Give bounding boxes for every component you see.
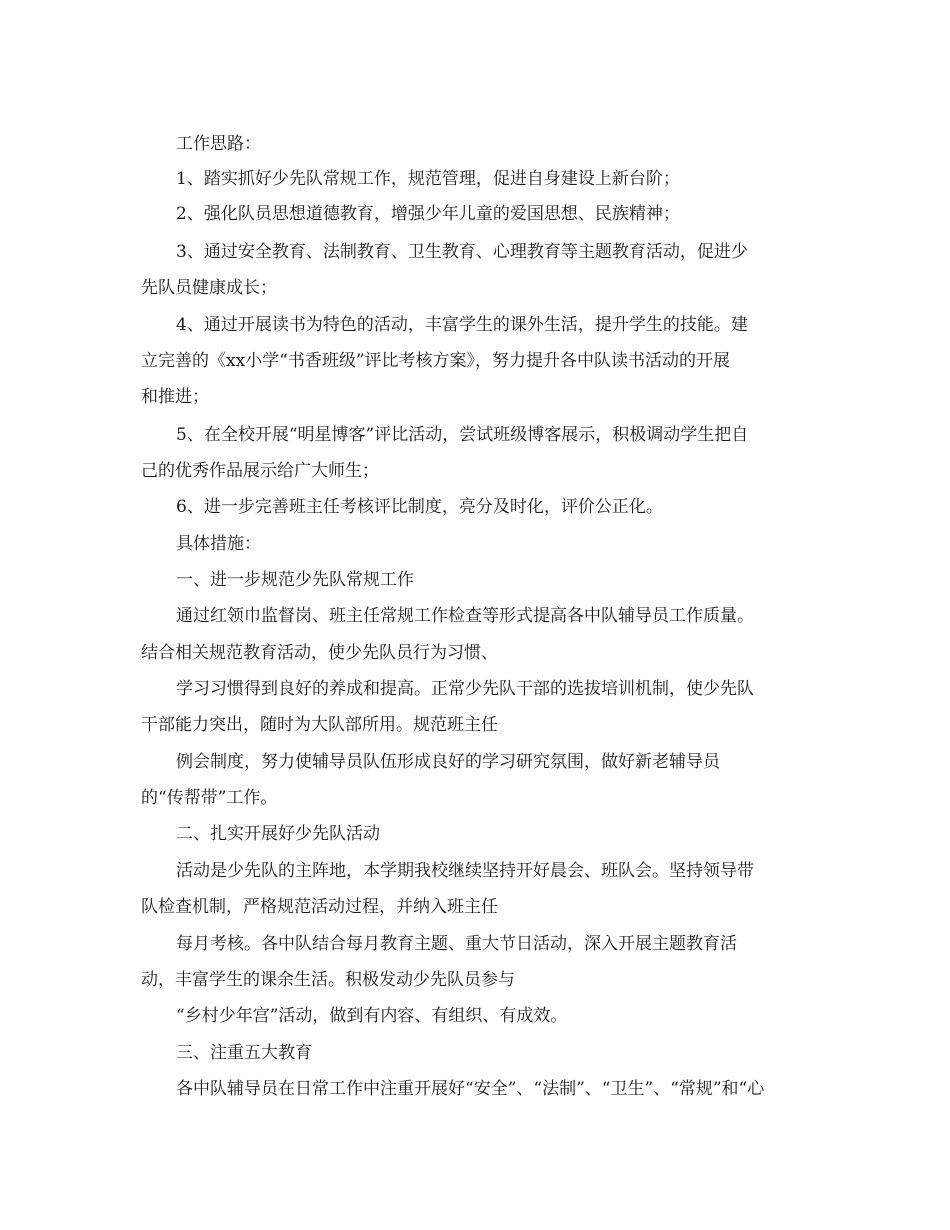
paragraph-line: 先队员健康成长； [141,278,277,298]
paragraph-line: 学习习惯得到良好的养成和提高。正常少先队干部的选拔培训机制，使少先队 [176,679,754,699]
paragraph-line: 4、通过开展读书为特色的活动，丰富学生的课外生活，提升学生的技能。建 [176,315,748,335]
paragraph-line: 各中队辅导员在日常工作中注重开展好“安全”、“法制”、“卫生”、“常规”和“心 [176,1079,765,1099]
paragraph-line: 2、强化队员思想道德教育，增强少年儿童的爱国思想、民族精神； [176,204,680,224]
paragraph-line: 例会制度，努力使辅导员队伍形成良好的学习研究氛围，做好新老辅导员 [176,752,720,772]
paragraph-line: 干部能力突出，随时为大队部所用。规范班主任 [141,715,498,735]
section-heading-1: 一、进一步规范少先队常规工作 [176,570,414,590]
paragraph-line: 5、在全校开展“明星博客”评比活动，尝试班级博客展示，积极调动学生把自 [176,425,749,445]
paragraph-line: 3、通过安全教育、法制教育、卫生教育、心理教育等主题教育活动，促进少 [176,242,748,262]
paragraph-line: 活动是少先队的主阵地，本学期我校继续坚持开好晨会、班队会。坚持领导带 [176,861,754,881]
paragraph-line: 每月考核。各中队结合每月教育主题、重大节日活动，深入开展主题教育活 [176,934,737,954]
section-heading-3: 三、注重五大教育 [176,1043,312,1063]
paragraph-line: “乡村少年宫”活动，做到有内容、有组织、有成效。 [176,1006,568,1026]
paragraph-heading-measures: 具体措施： [176,534,261,554]
paragraph-line: 1、踏实抓好少先队常规工作，规范管理，促进自身建设上新台阶； [176,169,680,189]
paragraph-line: 己的优秀作品展示给广大师生； [141,461,379,481]
paragraph-line: 立完善的《xx小学“书香班级”评比考核方案》，努力提升各中队读书活动的开展 [141,351,731,371]
paragraph-line: 的“传帮带”工作。 [141,788,278,808]
paragraph-line: 动，丰富学生的课余生活。积极发动少先队员参与 [141,970,515,990]
section-heading-2: 二、扎实开展好少先队活动 [176,824,380,844]
paragraph-line: 通过红领巾监督岗、班主任常规工作检查等形式提高各中队辅导员工作质量。 [176,606,754,626]
paragraph-heading-work-ideas: 工作思路： [176,134,261,154]
paragraph-line: 6、进一步完善班主任考核评比制度，亮分及时化，评价公正化。 [176,497,663,517]
paragraph-line: 和推进； [141,387,209,407]
paragraph-line: 结合相关规范教育活动，使少先队员行为习惯、 [141,643,498,663]
paragraph-line: 队检查机制，严格规范活动过程，并纳入班主任 [141,897,498,917]
